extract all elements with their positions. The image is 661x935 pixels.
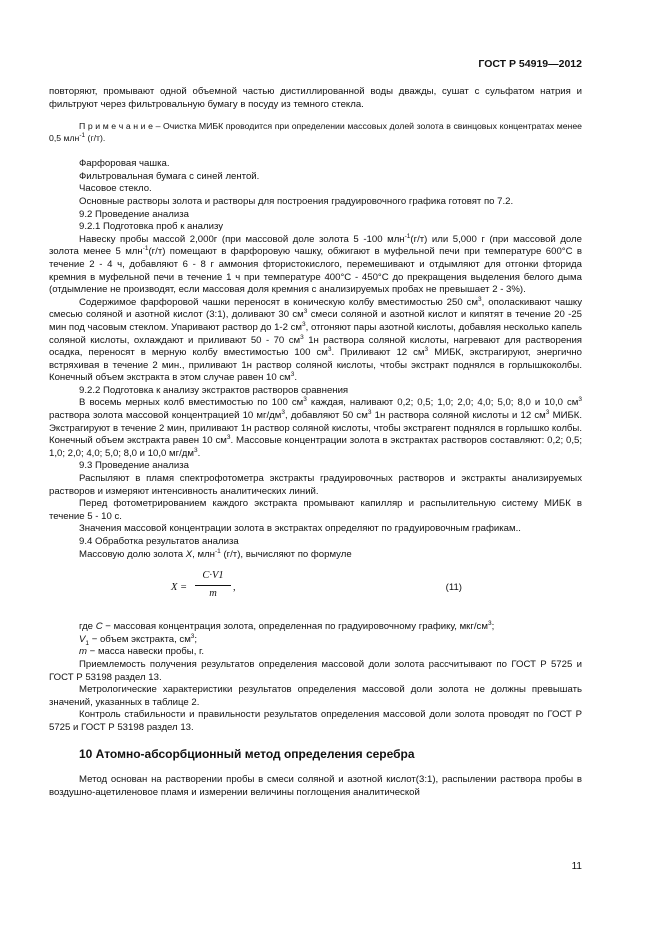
paragraph: Контроль стабильности и правильности результатов определения массовой доли золота проводят по ГОСТ Р 5725 и ГОСТ Р 53198 раздел 13. <box>49 709 582 733</box>
paragraph: Содержимое фарфоровой чашки переносят в коническую колбу вместимостью 250 $см^3$, ополаскивают чашку смесью соляной и азотной кислот (3:1), доливают 30 $см^3$ смеси соляной и азотной кислот и кипятят в течение 20 -25 мин под часовым стеклом. Упаривают раствор до 1-2 $см^3$, отгоняют пары азотной кислоты, добавляя несколько капель соляной кислоты, охлаждают и приливают 50 - 70 $см^3$ 1н раствора соляной кислоты, нагревают для растворения осадка, переносят в мерную колбу вместимостью 100 $см^3$. Приливают 12 $см^3$ МИБК, экстрагируют, энергично встряхивая в течение 2 мин., приливают 1н раствор соляной кислоты, чтобы экстракт поднялся в горлышкоколбы. Конечный объем экстракта в этом случае равен 10 $см^3$. <box>49 295 583 384</box>
formula-punctuation: , <box>233 582 236 594</box>
page-number: 11 <box>571 861 582 872</box>
paragraph: Распыляют в пламя спектрофотометра экстракты градуировочных растворов и экстракты анализируемых растворов и измеряют интенсивность аналитических линий. <box>49 473 582 497</box>
paragraph: Метод основан на растворении пробы в смеси соляной и азотной кислот(3:1), распылении раствора пробы в воздушно-ацетиленовое пламя и измерении величины поглощения аналитической <box>49 774 582 798</box>
chapter-heading: 10 Атомно-абсорбционный метод определения серебра <box>79 746 415 761</box>
note: П р и м е ч а н и е – Очистка МИБК проводится при определении массовых долей золота в свинцовых концентратах менее 0,5 млн$^{-1}$ (г/т). <box>49 121 582 143</box>
list-item: Фарфоровая чашка. <box>79 158 170 170</box>
paragraph: Массовую долю золота X, млн$^{-1}$ (г/т), вычисляют по формуле <box>79 547 352 560</box>
page-body <box>49 86 582 799</box>
subsection-heading: 9.2.1 Подготовка проб к анализу <box>79 221 224 233</box>
formula <box>49 567 582 611</box>
list-item: Часовое стекло. <box>79 183 152 195</box>
formula-fraction <box>195 570 231 600</box>
subsection-heading: 9.2.2 Подготовка к анализу экстрактов растворов сравнения <box>79 384 349 396</box>
section-heading: 9.4 Обработка результатов анализа <box>79 536 239 547</box>
paragraph: Метрологические характеристики результатов определения массовой доли золота не должны превышать значений, указанных в таблице 2. <box>49 684 582 708</box>
document-id: ГОСТ Р 54919—2012 <box>478 58 582 70</box>
formula-denominator: m <box>209 587 217 599</box>
paragraph: Перед фотометрированием каждого экстракта промывают капилляр и распылительную систему МИБК в течение 5 - 10 с. <box>49 498 582 522</box>
formula-number: (11) <box>445 582 462 594</box>
legend-item: m − масса навески пробы, г. <box>79 646 205 658</box>
paragraph: Основные растворы золота и растворы для построения градуировочного графика готовят по 7.2. <box>79 195 514 207</box>
legend-item: где C − массовая концентрация золота, определенная по градуировочному графику, мкг/$см^3$; <box>79 620 495 633</box>
list-item: Фильтровальная бумага с синей лентой. <box>79 170 260 182</box>
paragraph: В восемь мерных колб вместимостью по 100 $см^3$ каждая, наливают 0,2; 0,5; 1,0; 2,0; 4,0; 5,0; 8,0 и 10,0 $см^3$ раствора золота массовой концентрацией 10 $мг/дм^3$, добавляют 50 $см^3$ 1н раствора соляной кислоты и 12 $см^3$ МИБК. Экстрагируют в течение 2 мин, приливают 1н раствор соляной кислоты, чтобы экстрагент поднялся в горлышко колбы. Конечный объем экстракта равен 10 $см^3$. Массовые концентрации золота в экстрактах растворов составляют: 0,2; 0,5; 1,0; 2,0; 4,0; 5,0; 8,0 и 10,0 $мг/дм^3$. <box>49 396 583 459</box>
superscript: -1 <box>79 131 86 139</box>
section-heading: 9.3 Проведение анализа <box>79 460 189 472</box>
formula-numerator: C·V1 <box>195 570 231 586</box>
paragraph: повторяют, промывают одной объемной частью дистиллированной воды дважды, сушат с сульфатом натрия и фильтруют через фильтровальную бумагу в посуду из темного стекла. <box>49 86 582 110</box>
legend-item: $V_1$ − объем экстракта, $см^3$; <box>79 632 198 647</box>
paragraph: Навеску пробы массой 2,000г (при массовой доле золота 5 -100 млн$^{-1}$(г/т) или 5,000 г (при массовой доле золота менее 5 млн$^{-1}$(г/т) помещают в фарфоровую чашку, обжигают в муфельной печи при температуре 600°С в течение 2 - 4 ч, добавляют 6 - 8 г аммония фтористокислого, перемешивают и отдымляют для отгонки фторида кремния в муфельной печи в течение 1 ч при температуре 400°С - 450°С до прекращения выделения белого дыма (отдымление не производят, если массовая доля кремния с анализируемых пробах не превышает 2 - 3%). <box>49 232 582 296</box>
paragraph: Значения массовой концентрации золота в экстрактах определяют по градуировочным графикам.. <box>79 523 521 535</box>
section-heading: 9.2 Проведение анализа <box>79 208 189 220</box>
formula-lhs: X = <box>171 582 188 594</box>
paragraph: Приемлемость получения результатов определения массовой доли золота рассчитывают по ГОСТ Р 5725 и ГОСТ Р 53198 раздел 13. <box>49 658 582 683</box>
